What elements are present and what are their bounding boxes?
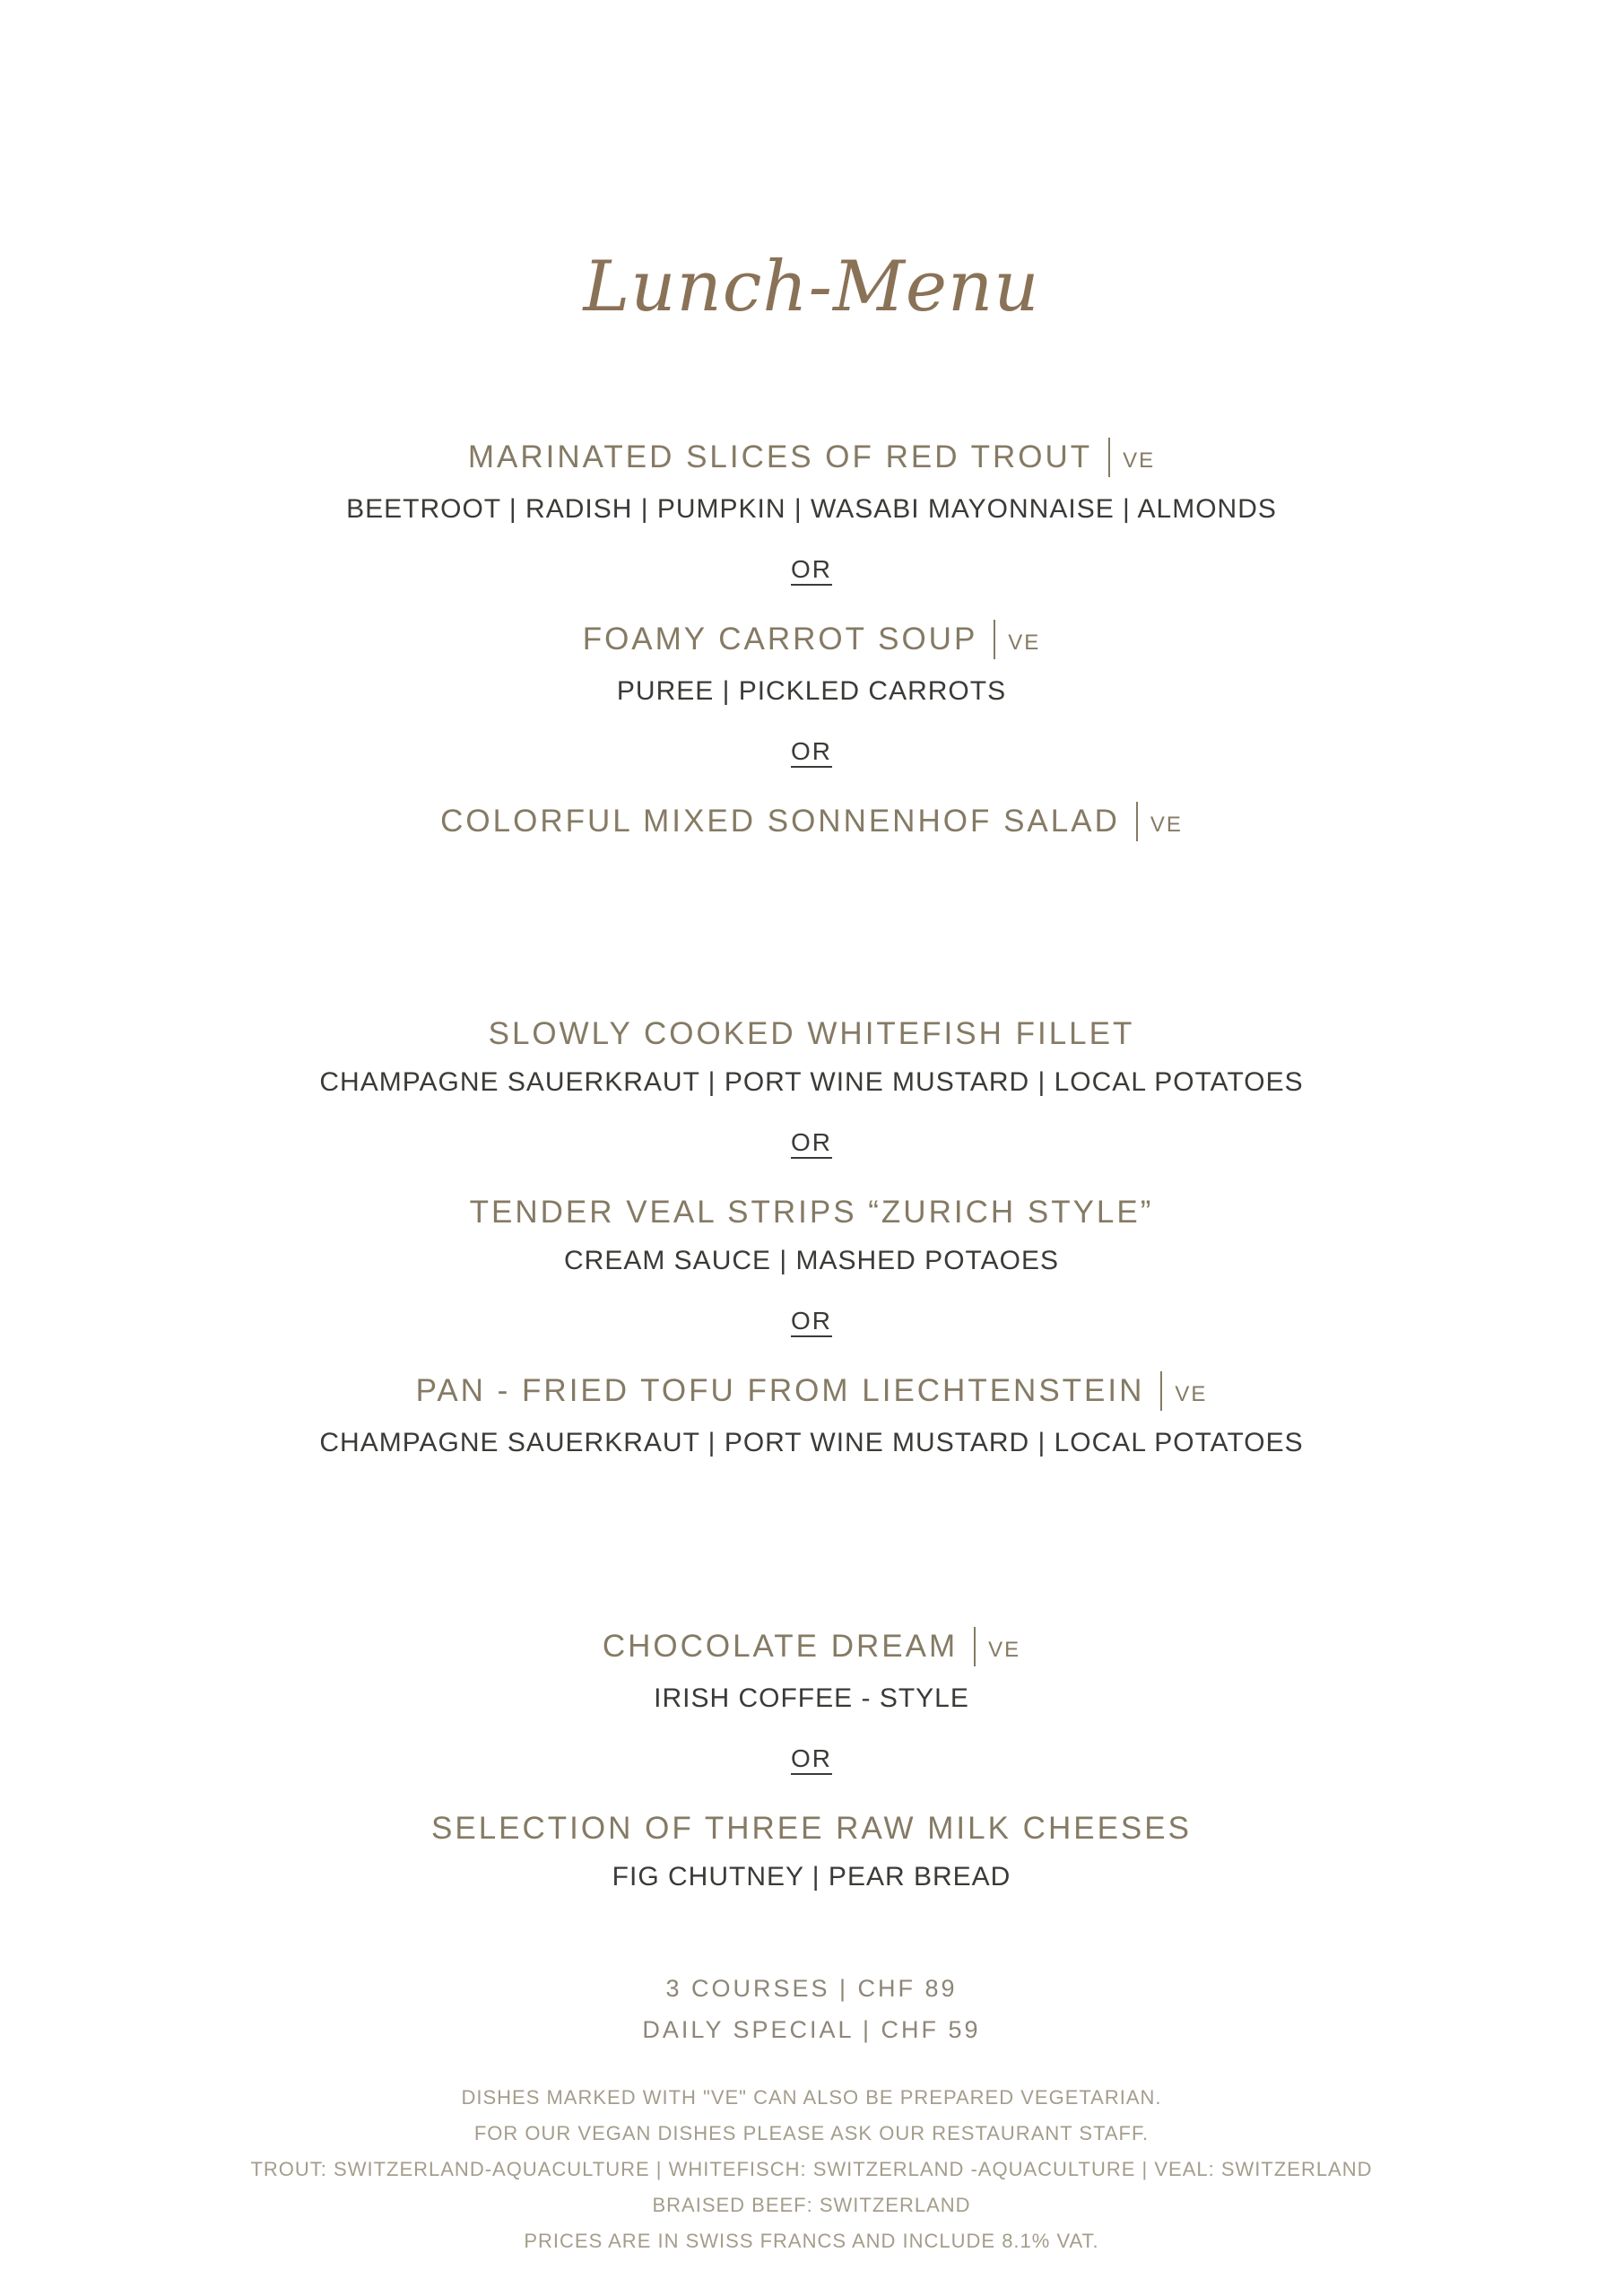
ve-separator-bar [1160,1371,1162,1411]
dish-title [0,436,1623,483]
dish-title-text: CHOCOLATE DREAM [602,1629,959,1664]
dish-title-text: COLORFUL MIXED SONNENHOF SALAD [440,804,1120,839]
dish-veal-strips [0,1191,1623,1277]
pricing [0,1972,1623,2046]
price-daily-special: DAILY SPECIAL | CHF 59 [642,2016,981,2043]
dish-pan-fried-tofu [0,1370,1623,1459]
or-separator [0,1127,1623,1162]
or-label: OR [791,737,832,768]
vegan-badge: VE [1175,1382,1208,1406]
dish-title-text: PAN - FRIED TOFU FROM LIECHTENSTEIN [415,1373,1145,1408]
dish-title-text: FOAMY CARROT SOUP [582,622,978,657]
dish-title [0,1370,1623,1416]
footnote-origin-fish-veal: TROUT: SWITZERLAND-AQUACULTURE | WHITEFISCH: SWITZERLAND -AQUACULTURE | VEAL: SWITZERLAND [250,2158,1373,2180]
price-3-courses: 3 COURSES | CHF 89 [665,1975,958,2002]
dish-title [0,1625,1623,1672]
or-separator [0,736,1623,771]
dish-carrot-soup [0,618,1623,708]
dish-sonnenhof-salad [0,800,1623,847]
footnote-vegetarian: DISHES MARKED WITH "VE" CAN ALSO BE PREPARED VEGETARIAN. [461,2086,1162,2109]
dish-sides: BEETROOT | RADISH | PUMPKIN | WASABI MAYONNAISE | ALMONDS [346,494,1277,524]
footnote-vegan: FOR OUR VEGAN DISHES PLEASE ASK OUR RESTAURANT STAFF. [473,2122,1150,2144]
ve-separator-bar [1108,438,1110,477]
dish-title-text: TENDER VEAL STRIPS “ZURICH STYLE” [469,1195,1154,1230]
dish-title-text: MARINATED SLICES OF RED TROUT [467,439,1093,474]
dish-sides: CHAMPAGNE SAUERKRAUT | PORT WINE MUSTARD | LOCAL POTATOES [319,1067,1304,1097]
footnotes [0,2083,1623,2256]
vegan-badge: VE [1123,448,1156,473]
or-separator [0,554,1623,589]
dish-red-trout [0,436,1623,526]
menu-title: Lunch-Menu [583,247,1040,327]
ve-separator-bar [974,1627,976,1666]
vegan-badge: VE [1008,631,1041,655]
course-starters [0,436,1623,847]
dish-sides: CREAM SAUCE | MASHED POTAOES [564,1246,1059,1275]
dish-title [0,800,1623,847]
dish-title-text: SLOWLY COOKED WHITEFISH FILLET [488,1016,1135,1051]
dish-chocolate-dream [0,1625,1623,1715]
dish-sides: CHAMPAGNE SAUERKRAUT | PORT WINE MUSTARD | LOCAL POTATOES [319,1428,1304,1457]
dish-cheese-selection [0,1807,1623,1893]
footnote-origin-beef: BRAISED BEEF: SWITZERLAND [652,2194,971,2216]
dish-title [0,1807,1623,1850]
or-separator [0,1306,1623,1341]
dish-title [0,1191,1623,1234]
dish-whitefish-fillet [0,1013,1623,1099]
or-label: OR [791,1128,832,1159]
course-desserts [0,1625,1623,1893]
ve-separator-bar [994,620,995,659]
dish-title-text: SELECTION OF THREE RAW MILK CHEESES [431,1811,1192,1846]
vegan-badge: VE [988,1638,1021,1662]
footnote-vat: PRICES ARE IN SWISS FRANCS AND INCLUDE 8.1% VAT. [524,2230,1099,2252]
ve-separator-bar [1136,802,1138,841]
course-mains [0,1013,1623,1459]
or-label: OR [791,555,832,586]
dish-title [0,1013,1623,1056]
or-label: OR [791,1307,832,1337]
dish-sides: IRISH COFFEE - STYLE [654,1683,969,1713]
dish-title [0,618,1623,665]
dish-sides: FIG CHUTNEY | PEAR BREAD [612,1862,1011,1892]
or-label: OR [791,1744,832,1775]
vegan-badge: VE [1150,813,1183,837]
or-separator [0,1744,1623,1779]
dish-sides: PUREE | PICKLED CARROTS [616,676,1007,706]
